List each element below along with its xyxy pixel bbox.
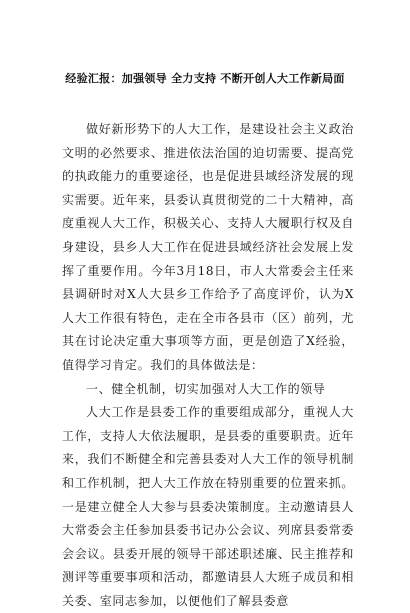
section-heading-1: 一、健全机制，切实加强对人大工作的领导: [86, 381, 326, 396]
document-body: [62, 118, 354, 613]
paragraph-intro: 做好新形势下的人大工作，是建设社会主义政治文明的必然要求、推进依法治国的迫切需要、提高党的执政能力的重要途径，也是促进县域经济发展的现实需要。近年来，县委认真贯彻党的二十大精神，高度重视人大工作，积极关心、支持人大履职行权及自身建设，县乡人大工作在促进县域经济社会发展上发挥了重要作用。今年3月18日，市人大常委会主任来县调研时对X人大县乡工作给予了高度评价，认为X人大工作很有特色，走在全市各县市（区）前列，尤其在讨论决定重大事项等方面，更是创造了X经验，值得学习肯定。我们的具体做法是：: [62, 122, 354, 372]
paragraph-section-1: 人大工作是县委工作的重要组成部分，重视人大工作，支持人大依法履职，是县委的重要职责。近年来，我们不断健全和完善县委对人大工作的领导机制和工作机制，把人大工作放在特别重要的位置来抓。一是建立健全人大参与县委决策制度。主动邀请县人大常委会主任参加县委书记办公会议、列席县委常委会会议。县委开展的领导干部述职述廉、民主推荐和测评等重要事项和活动，都邀请县人大班子成员和相关委、室同志参加，以便他们了解县委意: [62, 405, 354, 608]
document-title: 经验汇报：加强领导 全力支持 不断开创人大工作新局面: [65, 72, 345, 85]
